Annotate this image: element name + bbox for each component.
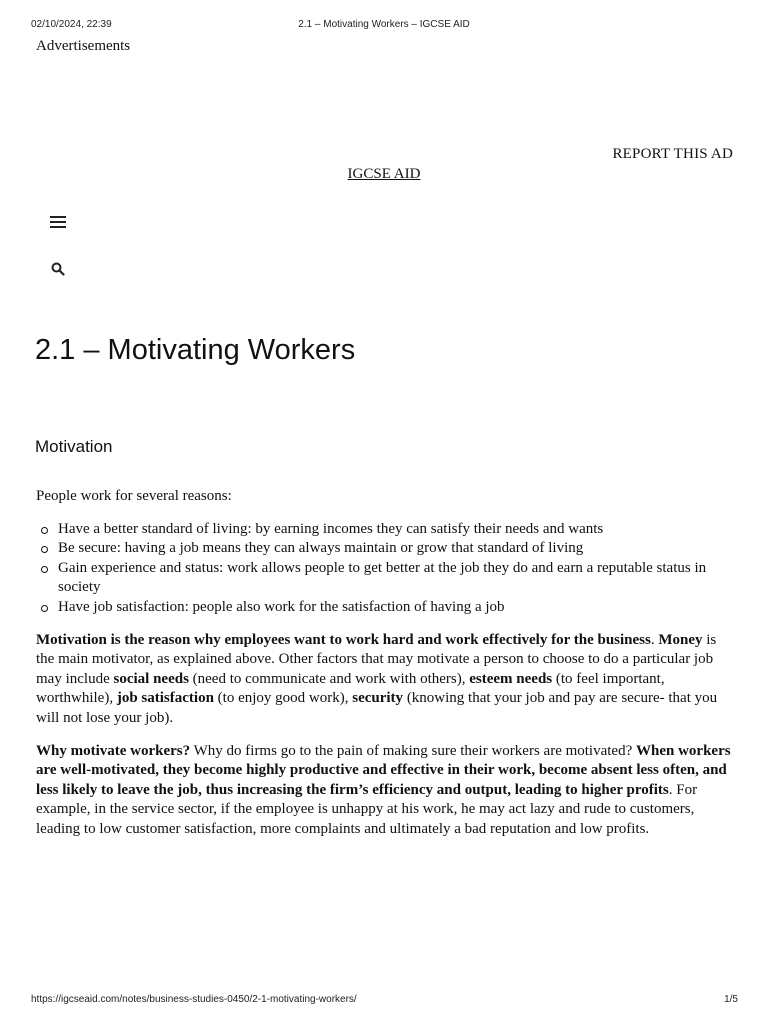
motivation-definition: Motivation is the reason why employees want to work hard and work effectively for the business — [36, 631, 651, 648]
print-date: 02/10/2024, 22:39 — [31, 19, 112, 30]
text-span: (knowing that your job and pay are secure- that you will not lose your job). — [36, 690, 718, 726]
text-span: . — [650, 631, 655, 648]
motivation-definition-paragraph — [36, 631, 736, 729]
why-motivate-answer: When workers are well-motivated, they become highly productive and effective in their work, become absent less often, and less likely to leave the job, thus increasing the firm’s efficiency and output, leading to higher profits — [36, 742, 731, 798]
menu-icon[interactable] — [50, 216, 66, 230]
list-item: Have job satisfaction: people also work for the satisfaction of having a job — [36, 598, 736, 618]
print-page-number: 1/5 — [724, 994, 738, 1005]
social-needs-term: social needs — [113, 670, 189, 687]
job-satisfaction-term: job satisfaction — [116, 690, 214, 707]
list-item: Be secure: having a job means they can always maintain or grow that standard of living — [36, 539, 736, 559]
print-url: https://igcseaid.com/notes/business-studies-0450/2-1-motivating-workers/ — [31, 994, 357, 1005]
esteem-needs-term: esteem needs — [469, 670, 553, 687]
article-body — [36, 487, 736, 853]
list-item: Have a better standard of living: by earning incomes they can satisfy their needs and wants — [36, 520, 736, 540]
advertisements-label: Advertisements — [36, 38, 131, 54]
text-span: . For example, in the service sector, if the employee is unhappy at his work, he may act lazy and rude to customers, leading to low customer satisfaction, more complaints and ultimately a bad reputation and low profits. — [36, 781, 698, 837]
list-item: Gain experience and status: work allows people to get better at the job they do and earn a reputable status in society — [36, 559, 736, 598]
reasons-list — [36, 520, 736, 618]
text-span: is the main motivator, as explained above. Other factors that may motivate a person to choose to do a particular job may include — [36, 631, 717, 687]
why-motivate-question: Why motivate workers? — [36, 742, 191, 759]
why-motivate-paragraph — [36, 742, 736, 840]
report-ad-link[interactable]: REPORT THIS AD — [612, 146, 733, 162]
text-span: (to feel important, worthwhile), — [36, 670, 665, 707]
print-page-title: 2.1 – Motivating Workers – IGCSE AID — [298, 19, 470, 30]
section-heading: Motivation — [35, 437, 113, 456]
money-term: Money — [658, 631, 703, 648]
intro-paragraph: People work for several reasons: — [36, 488, 232, 504]
site-title-link[interactable]: IGCSE AID — [347, 166, 421, 182]
search-icon[interactable] — [51, 262, 65, 276]
text-span: Why do firms go to the pain of making sure their workers are motivated? — [190, 742, 636, 759]
security-term: security — [352, 690, 404, 707]
text-span: (need to communicate and work with others), — [188, 670, 470, 687]
text-span: (to enjoy good work), — [213, 690, 353, 707]
article-title: 2.1 – Motivating Workers — [35, 334, 356, 366]
